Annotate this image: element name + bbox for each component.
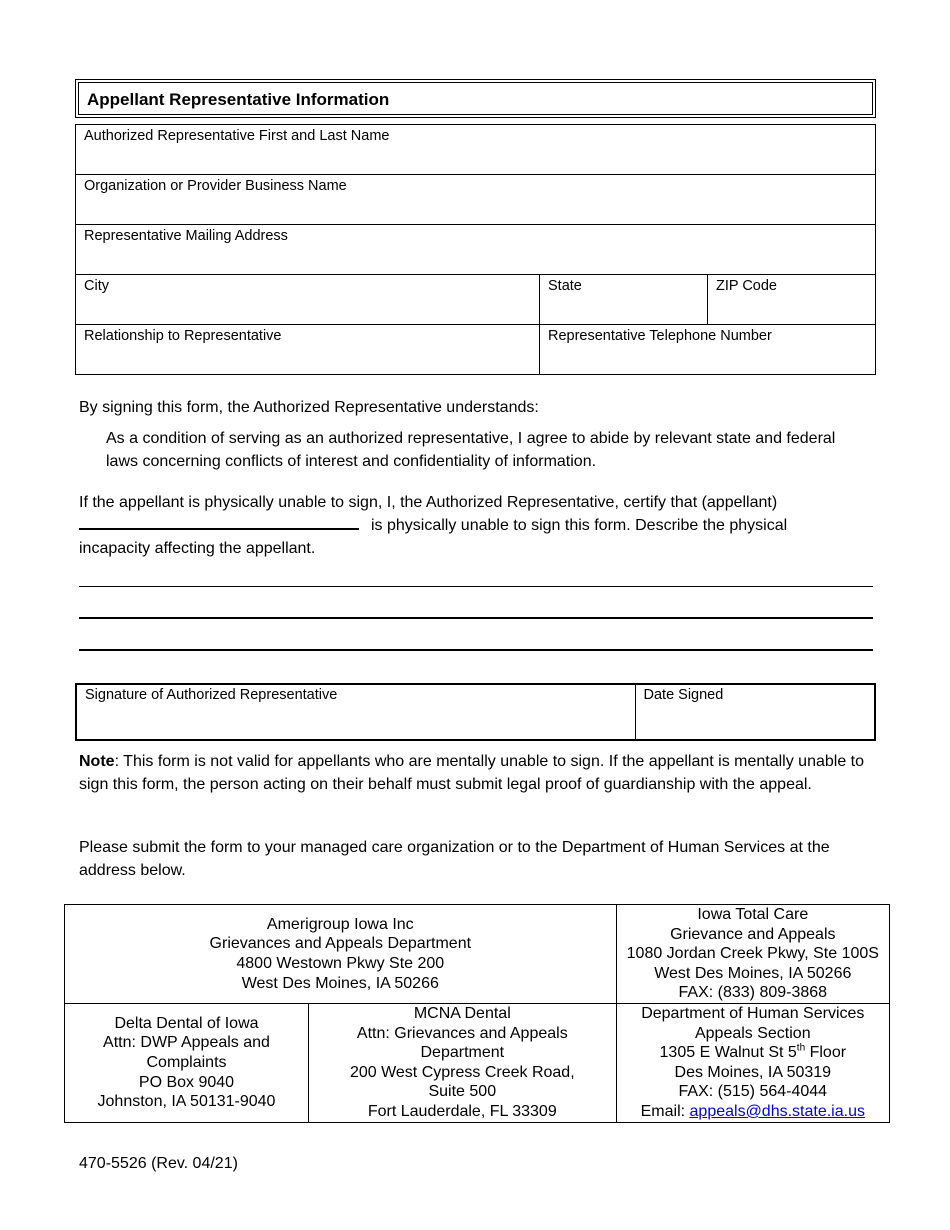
- rep-name-field[interactable]: [76, 125, 876, 175]
- mailing-address-label: Representative Mailing Address: [84, 228, 288, 244]
- incapacity-line-2[interactable]: [79, 617, 873, 619]
- note-label: Note: [79, 753, 115, 770]
- mailing-address-field[interactable]: [76, 225, 876, 275]
- iowa-total-care-line: 1080 Jordan Creek Pkwy, Ste 100S: [626, 945, 879, 963]
- iowa-total-care-address: [616, 905, 889, 1004]
- zip-label: ZIP Code: [716, 278, 777, 294]
- telephone-field[interactable]: [540, 325, 876, 375]
- note-text: : This form is not valid for appellants who are mentally unable to sign. If the appellant is mentally unable to sign this form, the person acting on their behalf must submit legal proof of guardianship with the appeal.: [79, 753, 865, 793]
- dhs-street: 1305 E Walnut St 5th Floor: [659, 1042, 847, 1062]
- dhs-email-line: [621, 1102, 885, 1122]
- dhs-fax: FAX: (515) 564-4044: [678, 1083, 828, 1101]
- incapacity-line-3[interactable]: [79, 649, 873, 651]
- iowa-total-care-line: FAX: (833) 809-3868: [678, 984, 828, 1002]
- dhs-email-link[interactable]: appeals@dhs.state.ia.us: [689, 1102, 865, 1120]
- delta-dental-line: Johnston, IA 50131-9040: [97, 1093, 276, 1111]
- amerigroup-line: 4800 Westown Pkwy Ste 200: [236, 955, 445, 972]
- org-name-label: Organization or Provider Business Name: [84, 178, 347, 194]
- representative-info-table: [75, 124, 876, 375]
- mcna-line: Fort Lauderdale, FL 33309: [367, 1102, 557, 1120]
- incapacity-line-1[interactable]: [79, 586, 873, 587]
- iowa-total-care-line: West Des Moines, IA 50266: [654, 964, 852, 982]
- signature-table: [75, 683, 876, 741]
- iowa-total-care-line: Iowa Total Care: [697, 906, 809, 924]
- amerigroup-line: Amerigroup Iowa Inc: [266, 915, 414, 933]
- certify-line-3: incapacity affecting the appellant.: [79, 540, 316, 557]
- org-name-field[interactable]: [76, 175, 876, 225]
- rep-name-label: Authorized Representative First and Last Name: [84, 128, 390, 144]
- dhs-section: Appeals Section: [694, 1024, 811, 1042]
- zip-field[interactable]: [708, 275, 876, 325]
- relationship-label: Relationship to Representative: [84, 328, 282, 344]
- delta-dental-line: Attn: DWP Appeals and: [103, 1034, 270, 1052]
- iowa-total-care-line: Grievance and Appeals: [670, 925, 836, 943]
- delta-dental-address: [65, 1004, 309, 1123]
- understands-intro: By signing this form, the Authorized Representative understands:: [79, 399, 539, 416]
- amerigroup-address: [65, 905, 617, 1004]
- delta-dental-line: PO Box 9040: [138, 1073, 235, 1091]
- date-signed-field[interactable]: [635, 684, 875, 740]
- mcna-line: Suite 500: [428, 1083, 497, 1101]
- signature-label: Signature of Authorized Representative: [85, 687, 338, 703]
- state-field[interactable]: [540, 275, 708, 325]
- mcna-line: 200 West Cypress Creek Road,: [349, 1063, 575, 1081]
- mcna-line: Attn: Grievances and Appeals: [356, 1024, 568, 1042]
- mcna-address: [309, 1004, 617, 1123]
- dhs-name: Department of Human Services: [641, 1005, 865, 1022]
- telephone-label: Representative Telephone Number: [548, 328, 772, 344]
- dhs-city: Des Moines, IA 50319: [674, 1063, 832, 1081]
- certify-line-2: is physically unable to sign this form. Describe the physical: [371, 517, 788, 534]
- delta-dental-line: Complaints: [146, 1053, 227, 1071]
- amerigroup-line: West Des Moines, IA 50266: [241, 974, 439, 992]
- addresses-table: [64, 904, 890, 1123]
- condition-text: As a condition of serving as an authorized representative, I agree to abide by relevant state and federal laws concerning conflicts of interest and confidentiality of information.: [106, 430, 836, 470]
- section-header: Appellant Representative Information: [75, 79, 876, 118]
- dhs-email-label: Email:: [640, 1102, 690, 1120]
- mcna-line: MCNA Dental: [413, 1005, 511, 1022]
- mcna-line: Department: [420, 1044, 505, 1062]
- appellant-name-blank[interactable]: [79, 528, 359, 530]
- delta-dental-line: Delta Dental of Iowa: [114, 1014, 259, 1032]
- form-number: 470-5526 (Rev. 04/21): [79, 1155, 238, 1172]
- relationship-field[interactable]: [76, 325, 540, 375]
- state-label: State: [548, 278, 582, 294]
- dhs-address: [616, 1004, 889, 1123]
- signature-field[interactable]: [76, 684, 635, 740]
- note-paragraph: [79, 750, 869, 796]
- city-field[interactable]: [76, 275, 540, 325]
- city-label: City: [84, 278, 109, 294]
- submit-text: Please submit the form to your managed care organization or to the Department of Human Services at the address below.: [79, 839, 830, 879]
- date-signed-label: Date Signed: [643, 687, 724, 703]
- amerigroup-line: Grievances and Appeals Department: [209, 935, 472, 953]
- certify-line-1: If the appellant is physically unable to sign, I, the Authorized Representative, certify that (appellant): [79, 494, 778, 511]
